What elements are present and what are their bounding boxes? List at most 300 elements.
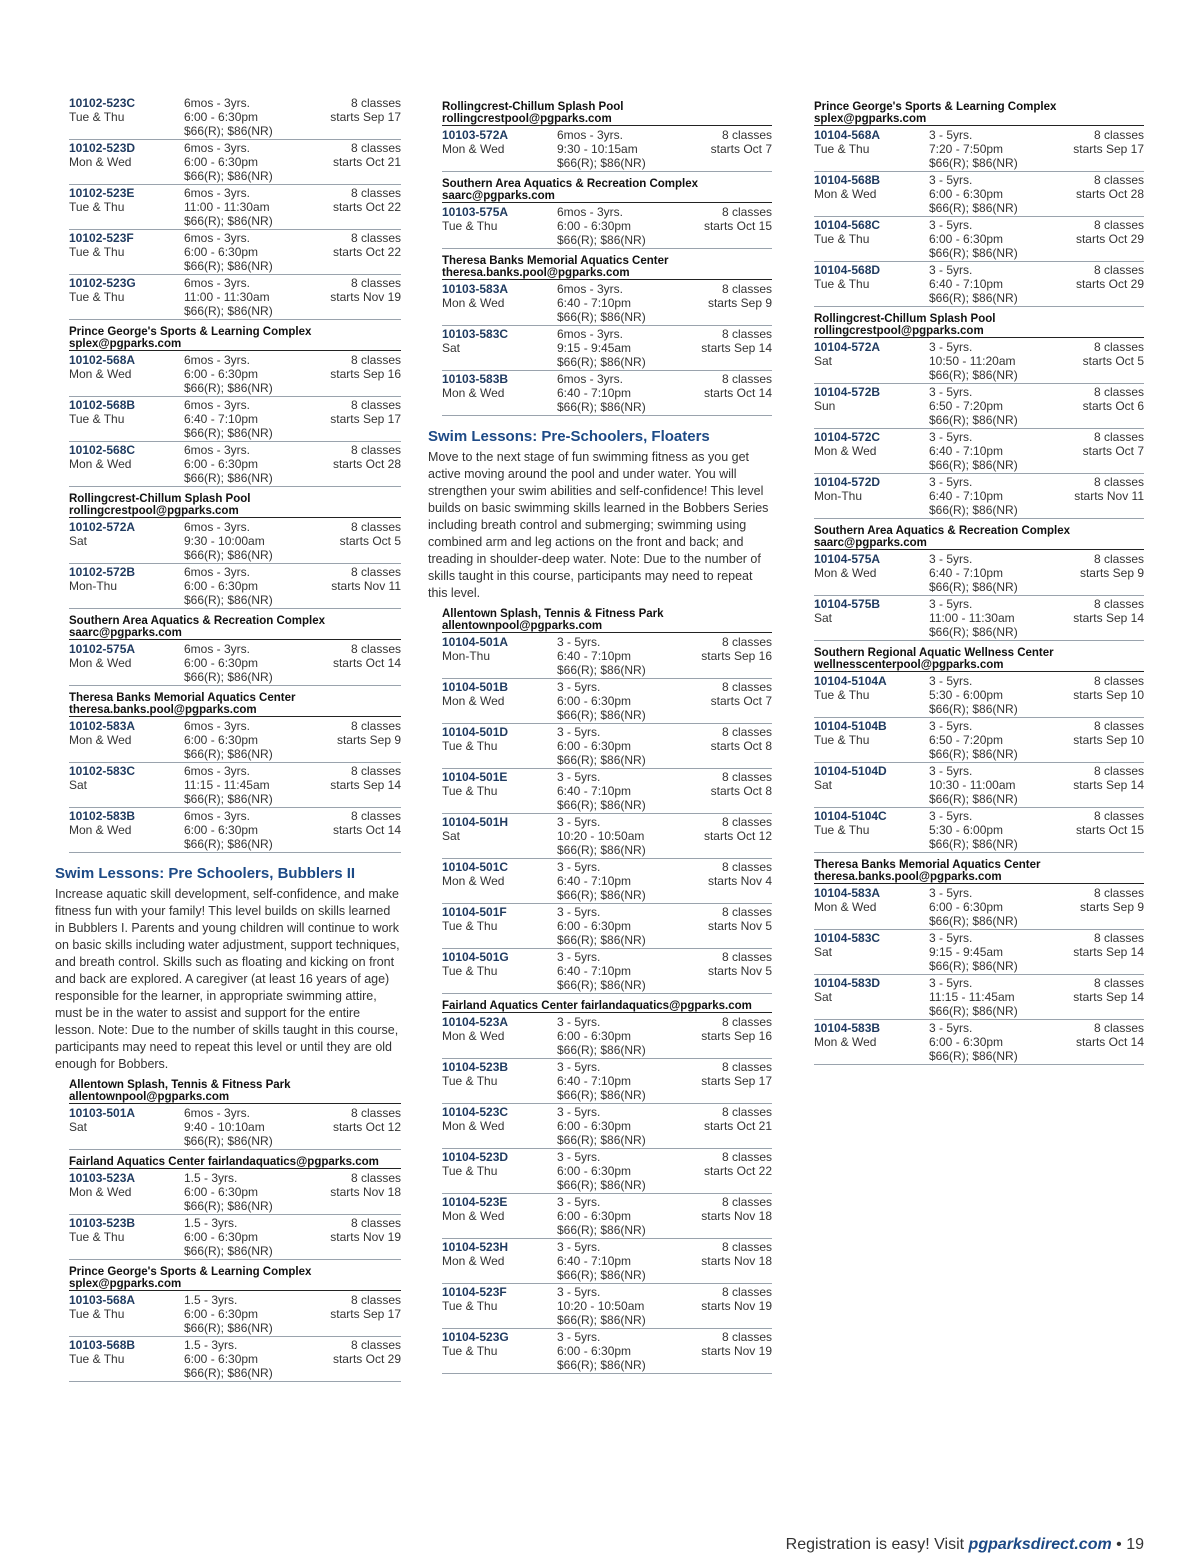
class-time: 11:00 - 11:30am xyxy=(184,290,270,304)
class-start: starts Oct 14 xyxy=(703,386,772,400)
class-detail-cell xyxy=(929,128,1073,170)
facility-header xyxy=(814,647,1144,672)
class-row[interactable] xyxy=(814,339,1144,384)
facility-email[interactable]: rollingcrestpool@pgparks.com xyxy=(814,325,984,337)
class-count: 8 classes xyxy=(350,809,401,823)
facility-name: Allentown Splash, Tennis & Fitness Park xyxy=(442,608,664,620)
class-time: 6:40 - 7:10pm xyxy=(557,296,632,310)
class-fee: $66(R); $86(NR) xyxy=(557,1178,646,1192)
class-row[interactable] xyxy=(814,763,1144,808)
class-start: starts Oct 15 xyxy=(1075,823,1144,837)
class-count: 8 classes xyxy=(721,815,772,829)
class-detail-cell xyxy=(184,276,330,318)
class-days: Tue & Thu xyxy=(814,688,870,702)
class-code: 10103-583B xyxy=(442,372,509,386)
facility-email[interactable]: theresa.banks.pool@pgparks.com xyxy=(442,267,630,279)
class-row[interactable] xyxy=(69,519,401,564)
class-row[interactable] xyxy=(814,551,1144,596)
facility-name: Southern Regional Aquatic Wellness Center xyxy=(814,647,1054,659)
class-fee: $66(R); $86(NR) xyxy=(557,156,646,170)
class-start: starts Sep 16 xyxy=(701,1029,772,1043)
class-time: 6:40 - 7:10pm xyxy=(557,386,632,400)
class-start: starts Sep 9 xyxy=(707,296,772,310)
class-detail-cell xyxy=(184,719,337,761)
class-row[interactable] xyxy=(814,930,1144,975)
class-row[interactable] xyxy=(814,217,1144,262)
class-days: Tue & Thu xyxy=(442,1164,498,1178)
class-fee: $66(R); $86(NR) xyxy=(557,310,646,324)
class-time: 6:40 - 7:10pm xyxy=(557,1254,632,1268)
class-age: 6mos - 3yrs. xyxy=(184,276,251,290)
class-id-cell xyxy=(814,218,929,260)
facility-email[interactable]: splex@pgparks.com xyxy=(814,113,927,125)
class-start: starts Sep 16 xyxy=(330,367,401,381)
class-days: Mon & Wed xyxy=(69,155,132,169)
class-row[interactable] xyxy=(69,564,401,609)
class-schedule-cell xyxy=(1073,597,1144,639)
class-schedule-cell xyxy=(711,680,772,722)
class-fee: $66(R); $86(NR) xyxy=(929,156,1018,170)
class-detail-cell xyxy=(929,931,1073,973)
class-detail-cell xyxy=(929,385,1083,427)
facility-header xyxy=(69,493,401,518)
class-code: 10104-575B xyxy=(814,597,881,611)
facility-email[interactable]: theresa.banks.pool@pgparks.com xyxy=(69,704,257,716)
class-id-cell xyxy=(814,340,929,382)
class-row[interactable] xyxy=(69,275,401,320)
class-schedule-cell xyxy=(1076,809,1144,851)
class-time: 6:00 - 6:30pm xyxy=(184,245,259,259)
class-schedule-cell xyxy=(330,353,401,395)
class-row[interactable] xyxy=(69,140,401,185)
class-row[interactable] xyxy=(442,1194,772,1239)
class-id-cell xyxy=(814,886,929,928)
class-time: 10:20 - 10:50am xyxy=(557,1299,645,1313)
class-age: 3 - 5yrs. xyxy=(557,1015,601,1029)
class-days: Mon & Wed xyxy=(69,733,132,747)
class-detail-cell xyxy=(557,905,708,947)
class-days: Tue & Thu xyxy=(442,964,498,978)
class-age: 6mos - 3yrs. xyxy=(184,520,251,534)
class-age: 3 - 5yrs. xyxy=(557,1195,601,1209)
class-code: 10102-583B xyxy=(69,809,136,823)
class-fee: $66(R); $86(NR) xyxy=(184,1134,273,1148)
class-id-cell xyxy=(814,597,929,639)
class-row[interactable] xyxy=(442,634,772,679)
class-id-cell xyxy=(69,141,184,183)
class-age: 3 - 5yrs. xyxy=(929,552,973,566)
class-start: starts Sep 14 xyxy=(701,341,772,355)
class-time: 10:50 - 11:20am xyxy=(929,354,1016,368)
class-start: starts Nov 19 xyxy=(330,1230,401,1244)
class-detail-cell xyxy=(557,1060,701,1102)
class-row[interactable] xyxy=(814,718,1144,763)
class-row[interactable] xyxy=(69,1215,401,1260)
class-time: 9:15 - 9:45am xyxy=(929,945,1004,959)
class-days: Tue & Thu xyxy=(69,110,125,124)
class-schedule-cell xyxy=(331,565,401,607)
class-detail-cell xyxy=(184,1171,330,1213)
class-schedule-cell xyxy=(1074,475,1144,517)
class-days: Tue & Thu xyxy=(69,1352,125,1366)
class-fee: $66(R); $86(NR) xyxy=(184,837,273,851)
class-row[interactable] xyxy=(442,371,772,416)
class-days: Tue & Thu xyxy=(442,219,498,233)
class-row[interactable] xyxy=(814,808,1144,853)
class-detail-cell xyxy=(929,430,1083,472)
class-days: Mon & Wed xyxy=(442,1254,505,1268)
class-row[interactable] xyxy=(442,949,772,994)
class-age: 3 - 5yrs. xyxy=(929,764,973,778)
class-time: 10:20 - 10:50am xyxy=(557,829,645,843)
class-age: 3 - 5yrs. xyxy=(929,1021,973,1035)
class-time: 9:30 - 10:15am xyxy=(557,142,638,156)
class-row[interactable] xyxy=(69,442,401,487)
class-days: Mon & Wed xyxy=(442,386,505,400)
class-row[interactable] xyxy=(814,384,1144,429)
class-row[interactable] xyxy=(442,1149,772,1194)
class-count: 8 classes xyxy=(1093,128,1144,142)
class-row[interactable] xyxy=(814,673,1144,718)
class-code: 10103-583C xyxy=(442,327,509,341)
class-time: 6:00 - 6:30pm xyxy=(184,1230,259,1244)
class-id-cell xyxy=(814,173,929,215)
class-detail-cell xyxy=(929,475,1074,517)
class-fee: $66(R); $86(NR) xyxy=(557,753,646,767)
class-row[interactable] xyxy=(814,1020,1144,1065)
class-code: 10104-523A xyxy=(442,1015,509,1029)
class-row[interactable] xyxy=(442,769,772,814)
class-time: 6:40 - 7:10pm xyxy=(929,566,1004,580)
section-title: Swim Lessons: Pre Schoolers, Bubblers II xyxy=(55,865,356,882)
class-code: 10103-575A xyxy=(442,205,509,219)
class-id-cell xyxy=(442,205,557,247)
class-count: 8 classes xyxy=(1093,173,1144,187)
class-age: 3 - 5yrs. xyxy=(929,809,973,823)
class-time: 9:30 - 10:00am xyxy=(184,534,265,548)
section-description: Increase aquatic skill development, self-confidence, and make fitness fun with your family! This level builds on skills learned in Bubblers I. Parents and young children will continue to work on basic skills including water adjustment, support techniques, and breath control. Skills such as floating and kicking on front and back are explored. A caregiver (at least 16 years of age) responsible for the learner, in appropriate swimming attire, must be in the water to assist and support for the entire lesson. Note: Due to the number of skills taught in this course, participants may need to repeat this level or until they are old enough for Bobbers. xyxy=(55,887,400,1071)
class-fee: $66(R); $86(NR) xyxy=(929,413,1018,427)
class-code: 10104-523E xyxy=(442,1195,508,1209)
facility-email[interactable]: allentownpool@pgparks.com xyxy=(442,620,603,632)
class-days: Tue & Thu xyxy=(442,1344,498,1358)
class-start: starts Oct 29 xyxy=(332,1352,401,1366)
class-count: 8 classes xyxy=(350,565,401,579)
class-start: starts Oct 7 xyxy=(710,694,772,708)
facility-header xyxy=(69,1079,401,1104)
class-fee: $66(R); $86(NR) xyxy=(557,400,646,414)
class-row[interactable] xyxy=(442,204,772,249)
class-fee: $66(R); $86(NR) xyxy=(557,798,646,812)
class-row[interactable] xyxy=(814,885,1144,930)
class-age: 3 - 5yrs. xyxy=(557,815,601,829)
class-start: starts Nov 5 xyxy=(707,964,772,978)
class-days: Mon & Wed xyxy=(69,823,132,837)
footer-site-link[interactable]: pgparksdirect.com xyxy=(968,1536,1112,1553)
class-count: 8 classes xyxy=(721,282,772,296)
class-fee: $66(R); $86(NR) xyxy=(929,792,1018,806)
class-code: 10102-523F xyxy=(69,231,134,245)
class-days: Tue & Thu xyxy=(814,142,870,156)
class-days: Mon & Wed xyxy=(69,1185,132,1199)
class-count: 8 classes xyxy=(350,353,401,367)
class-detail-cell xyxy=(557,1240,701,1282)
class-code: 10104-523B xyxy=(442,1060,509,1074)
class-time: 6:40 - 7:10pm xyxy=(929,489,1004,503)
class-code: 10102-568B xyxy=(69,398,136,412)
class-code: 10104-501F xyxy=(442,905,507,919)
class-count: 8 classes xyxy=(1093,597,1144,611)
class-code: 10104-583A xyxy=(814,886,881,900)
class-fee: $66(R); $86(NR) xyxy=(557,1043,646,1057)
class-fee: $66(R); $86(NR) xyxy=(184,259,273,273)
class-row[interactable] xyxy=(69,352,401,397)
class-start: starts Sep 14 xyxy=(1073,778,1144,792)
class-row[interactable] xyxy=(814,474,1144,519)
class-row[interactable] xyxy=(442,904,772,949)
class-code: 10102-568C xyxy=(69,443,136,457)
class-schedule-cell xyxy=(701,327,772,369)
class-time: 11:00 - 11:30am xyxy=(184,200,270,214)
class-start: starts Sep 16 xyxy=(701,649,772,663)
class-row[interactable] xyxy=(442,1059,772,1104)
class-start: starts Oct 15 xyxy=(703,219,772,233)
class-age: 3 - 5yrs. xyxy=(929,173,973,187)
class-age: 6mos - 3yrs. xyxy=(184,353,251,367)
class-schedule-cell xyxy=(1073,674,1144,716)
class-age: 3 - 5yrs. xyxy=(929,263,973,277)
class-id-cell xyxy=(442,1060,557,1102)
facility-email[interactable]: rollingcrestpool@pgparks.com xyxy=(69,505,239,517)
facility-email[interactable]: saarc@pgparks.com xyxy=(69,627,182,639)
class-row[interactable] xyxy=(814,429,1144,474)
class-schedule-cell xyxy=(701,1015,772,1057)
class-row[interactable] xyxy=(442,1014,772,1059)
class-fee: $66(R); $86(NR) xyxy=(557,233,646,247)
class-row[interactable] xyxy=(814,596,1144,641)
class-id-cell xyxy=(442,680,557,722)
class-row[interactable] xyxy=(69,1170,401,1215)
class-start: starts Oct 22 xyxy=(332,200,401,214)
class-id-cell xyxy=(69,1216,184,1258)
class-age: 3 - 5yrs. xyxy=(557,950,601,964)
class-fee: $66(R); $86(NR) xyxy=(184,304,273,318)
class-row[interactable] xyxy=(442,281,772,326)
facility-email[interactable]: splex@pgparks.com xyxy=(69,1278,182,1290)
class-count: 8 classes xyxy=(350,231,401,245)
class-row[interactable] xyxy=(69,1292,401,1337)
class-days: Tue & Thu xyxy=(442,739,498,753)
class-id-cell xyxy=(814,263,929,305)
class-code: 10102-572B xyxy=(69,565,136,579)
class-days: Mon & Wed xyxy=(814,444,877,458)
class-schedule-cell xyxy=(340,520,401,562)
class-row[interactable] xyxy=(442,326,772,371)
class-days: Mon & Wed xyxy=(69,457,132,471)
facility-email[interactable]: allentownpool@pgparks.com xyxy=(69,1091,230,1103)
facility-email[interactable]: splex@pgparks.com xyxy=(69,338,182,350)
class-row[interactable] xyxy=(69,185,401,230)
facility-email[interactable]: saarc@pgparks.com xyxy=(814,537,927,549)
facility-email[interactable]: wellnesscenterpool@pgparks.com xyxy=(814,659,1004,671)
class-detail-cell xyxy=(557,282,708,324)
class-age: 3 - 5yrs. xyxy=(557,1150,601,1164)
class-age: 1.5 - 3yrs. xyxy=(184,1338,238,1352)
facility-email[interactable]: saarc@pgparks.com xyxy=(442,190,555,202)
class-fee: $66(R); $86(NR) xyxy=(557,355,646,369)
class-row[interactable] xyxy=(69,1105,401,1150)
class-age: 3 - 5yrs. xyxy=(929,128,973,142)
class-id-cell xyxy=(442,282,557,324)
class-row[interactable] xyxy=(814,172,1144,217)
class-time: 6:00 - 6:30pm xyxy=(557,919,632,933)
class-time: 6:40 - 7:10pm xyxy=(929,277,1004,291)
class-start: starts Oct 8 xyxy=(710,784,772,798)
class-row[interactable] xyxy=(442,1284,772,1329)
class-code: 10104-5104A xyxy=(814,674,887,688)
class-days: Mon & Wed xyxy=(69,656,132,670)
class-detail-cell xyxy=(929,764,1073,806)
class-detail-cell xyxy=(929,597,1073,639)
class-days: Sat xyxy=(814,778,833,792)
facility-header xyxy=(442,178,772,203)
class-start: starts Nov 11 xyxy=(1074,489,1144,503)
class-row[interactable] xyxy=(442,127,772,172)
class-detail-cell xyxy=(929,340,1083,382)
class-fee: $66(R); $86(NR) xyxy=(929,201,1018,215)
class-age: 6mos - 3yrs. xyxy=(184,764,251,778)
class-fee: $66(R); $86(NR) xyxy=(184,1244,273,1258)
class-schedule-cell xyxy=(333,141,401,183)
class-schedule-cell xyxy=(1073,976,1144,1018)
class-age: 6mos - 3yrs. xyxy=(184,809,251,823)
class-row[interactable] xyxy=(442,1329,772,1374)
class-code: 10104-568C xyxy=(814,218,881,232)
class-fee: $66(R); $86(NR) xyxy=(184,169,273,183)
class-days: Mon & Wed xyxy=(442,1119,505,1133)
class-row[interactable] xyxy=(814,127,1144,172)
class-row[interactable] xyxy=(69,230,401,275)
facility-email[interactable]: rollingcrestpool@pgparks.com xyxy=(442,113,612,125)
class-days: Sat xyxy=(814,611,833,625)
class-row[interactable] xyxy=(69,1337,401,1382)
class-days: Mon & Wed xyxy=(442,1029,505,1043)
class-age: 3 - 5yrs. xyxy=(557,1240,601,1254)
class-schedule-cell xyxy=(701,1285,772,1327)
class-row[interactable] xyxy=(442,724,772,769)
class-code: 10104-523G xyxy=(442,1330,509,1344)
class-count: 8 classes xyxy=(1093,674,1144,688)
class-row[interactable] xyxy=(442,859,772,904)
class-id-cell xyxy=(69,1106,184,1148)
class-days: Sat xyxy=(442,829,461,843)
class-detail-cell xyxy=(929,886,1080,928)
class-schedule-cell xyxy=(1076,218,1144,260)
facility-email[interactable]: theresa.banks.pool@pgparks.com xyxy=(814,871,1002,883)
class-age: 3 - 5yrs. xyxy=(557,1060,601,1074)
class-row[interactable] xyxy=(814,975,1144,1020)
class-detail-cell xyxy=(557,372,704,414)
class-time: 6:00 - 6:30pm xyxy=(557,1209,632,1223)
class-detail-cell xyxy=(557,1105,704,1147)
class-id-cell xyxy=(442,1195,557,1237)
class-age: 3 - 5yrs. xyxy=(557,680,601,694)
class-fee: $66(R); $86(NR) xyxy=(557,933,646,947)
class-schedule-cell xyxy=(1080,552,1144,594)
class-row[interactable] xyxy=(442,814,772,859)
class-schedule-cell xyxy=(330,1216,401,1258)
class-time: 6:40 - 7:10pm xyxy=(557,874,632,888)
class-time: 9:15 - 9:45am xyxy=(557,341,632,355)
class-schedule-cell xyxy=(708,950,772,992)
class-start: starts Sep 14 xyxy=(1073,611,1144,625)
class-id-cell xyxy=(814,430,929,472)
class-schedule-cell xyxy=(711,725,772,767)
class-time: 6:40 - 7:10pm xyxy=(929,444,1004,458)
class-age: 6mos - 3yrs. xyxy=(557,205,624,219)
class-detail-cell xyxy=(184,764,330,806)
class-id-cell xyxy=(442,950,557,992)
class-id-cell xyxy=(442,1015,557,1057)
class-start: starts Nov 11 xyxy=(331,579,401,593)
class-row[interactable] xyxy=(442,679,772,724)
class-row[interactable] xyxy=(69,397,401,442)
class-age: 3 - 5yrs. xyxy=(557,860,601,874)
class-age: 3 - 5yrs. xyxy=(929,385,973,399)
class-detail-cell xyxy=(184,231,333,273)
class-time: 11:15 - 11:45am xyxy=(929,990,1015,1004)
class-age: 6mos - 3yrs. xyxy=(184,96,251,110)
class-row[interactable] xyxy=(814,262,1144,307)
class-days: Mon & Wed xyxy=(814,1035,877,1049)
class-fee: $66(R); $86(NR) xyxy=(557,1223,646,1237)
class-days: Tue & Thu xyxy=(69,200,125,214)
class-fee: $66(R); $86(NR) xyxy=(929,580,1018,594)
class-start: starts Oct 5 xyxy=(339,534,401,548)
class-detail-cell xyxy=(184,642,333,684)
class-fee: $66(R); $86(NR) xyxy=(557,1088,646,1102)
class-detail-cell xyxy=(184,1216,330,1258)
class-id-cell xyxy=(814,931,929,973)
class-time: 7:20 - 7:50pm xyxy=(929,142,1004,156)
class-id-cell xyxy=(442,1150,557,1192)
class-row[interactable] xyxy=(442,1104,772,1149)
class-schedule-cell xyxy=(701,1060,772,1102)
class-count: 8 classes xyxy=(1093,976,1144,990)
class-start: starts Sep 17 xyxy=(1073,142,1144,156)
class-time: 10:30 - 11:00am xyxy=(929,778,1016,792)
class-time: 6:40 - 7:10pm xyxy=(557,784,632,798)
class-age: 6mos - 3yrs. xyxy=(184,186,251,200)
class-row[interactable] xyxy=(69,808,401,853)
class-row[interactable] xyxy=(69,718,401,763)
class-row[interactable] xyxy=(69,641,401,686)
class-age: 3 - 5yrs. xyxy=(929,976,973,990)
class-days: Mon & Wed xyxy=(814,187,877,201)
facility-header xyxy=(69,1156,401,1169)
class-code: 10102-523C xyxy=(69,96,136,110)
class-row[interactable] xyxy=(69,95,401,140)
class-fee: $66(R); $86(NR) xyxy=(929,1004,1018,1018)
facility-header xyxy=(442,1000,772,1013)
class-row[interactable] xyxy=(442,1239,772,1284)
class-fee: $66(R); $86(NR) xyxy=(184,593,273,607)
class-id-cell xyxy=(442,815,557,857)
class-row[interactable] xyxy=(69,763,401,808)
class-days: Mon & Wed xyxy=(442,296,505,310)
class-detail-cell xyxy=(929,552,1080,594)
class-age: 1.5 - 3yrs. xyxy=(184,1216,238,1230)
